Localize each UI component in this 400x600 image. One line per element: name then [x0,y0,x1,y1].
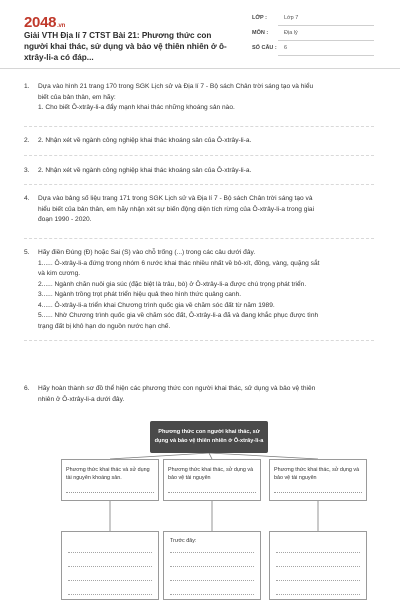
question-text: Dựa vào hình 21 trang 170 trong SGK Lịch sử và Địa lí 7 - Bộ sách Chân trời sáng tạo và hiểu [38,83,314,90]
question-number: 6. [24,385,30,392]
question-text: đoạn 1990 - 2020. [38,216,92,223]
question-text: hiểu biết của bản thân, em hãy nhận xét sự biến động diện tích rừng của Ô-xtrây-li-a trong giai [38,205,315,213]
meta-value: Lớp 7 [284,15,299,21]
question-text: 2. Nhận xét về ngành công nghiệp khai thác khoáng sản của Ô-xtrây-li-a. [38,167,252,174]
meta-underline [278,55,374,56]
answer-line[interactable] [168,492,256,493]
logo-suffix: .vn [57,23,65,29]
page-header [0,0,400,69]
answer-line[interactable] [170,566,254,567]
answer-line[interactable] [68,594,152,595]
divider [24,238,374,239]
question-text: 3...... Ngành trồng trọt phát triển hiệu quả theo hình thức quảng canh. [38,291,242,298]
meta-underline [278,25,374,26]
answer-box-right[interactable] [269,531,367,600]
meta-row-class [252,13,374,26]
meta-key: LỚP : [252,15,267,21]
answer-line[interactable] [66,492,154,493]
question-text: 5...... Nhờ Chương trình quốc gia về chăm sóc đất, Ô-xtrây-li-a đã và đang khắc phục được tình [38,312,319,319]
divider [24,126,374,127]
question-text: biết của bản thân, em hãy: [38,93,116,101]
meta-key: SỐ CÂU : [252,45,277,51]
diagram-header-box: Phương thức con người khai thác, sử dụng và bảo vệ thiên nhiên ở Ô-xtrây-li-a [150,421,268,453]
box-text: Phương thức khai thác và sử dụng tài nguyên khoáng sản. [66,467,150,481]
divider [24,155,374,156]
question-text: 4...... Ô-xtrây-li-a triển khai Chương trình quốc gia về chăm sóc đất từ năm 1989. [38,301,275,309]
answer-line[interactable] [68,552,152,553]
meta-row-subject [252,28,374,41]
answer-line[interactable] [170,594,254,595]
answer-line[interactable] [68,580,152,581]
question-text: và kim cương. [38,270,81,277]
meta-value: Địa lý [284,30,298,36]
meta-underline [278,40,374,41]
box-text: Phương thức khai thác, sử dụng và bảo vệ tài nguyên [168,467,254,481]
answer-line[interactable] [170,552,254,553]
question-2 [24,136,374,147]
question-number: 1. [24,83,30,90]
answer-label: Trước đây: [170,538,197,544]
meta-value: 6 [284,45,288,51]
question-text: nhiên ở Ô-xtrây-li-a dưới đây. [38,395,125,403]
question-number: 5. [24,249,30,256]
answer-line[interactable] [274,492,362,493]
question-1 [24,82,374,114]
question-text: Hãy hoàn thành sơ đồ thể hiện các phương thức con người khai thác, sử dụng và bảo vệ thiên [38,385,316,392]
question-5 [24,248,374,332]
answer-line[interactable] [276,552,360,553]
site-logo[interactable] [24,14,65,31]
question-4 [24,194,374,226]
document-title: Giải VTH Địa lí 7 CTST Bài 21: Phương thức con người khai thác, sử dụng và bảo vệ thiên nhiên ở ô-xtrây-li-a có đáp... [24,31,227,62]
meta-row-count [252,43,374,56]
question-3 [24,166,374,177]
diagram-box-minerals [61,459,159,501]
meta-key: MÔN : [252,30,269,36]
question-text: Dựa vào bảng số liệu trang 171 trong SGK Lịch sử và Địa lí 7 - Bộ sách Chân trời sáng tạo và [38,195,313,202]
diagram-box-resources-2 [269,459,367,501]
question-text: 2. Nhận xét về ngành công nghiệp khai thác khoáng sản của Ô-xtrây-li-a. [38,137,252,144]
divider [24,340,374,341]
question-number: 3. [24,167,30,174]
question-number: 2. [24,137,30,144]
answer-line[interactable] [170,580,254,581]
box-text: Phương thức khai thác, sử dụng và bảo vệ tài nguyên [274,467,360,481]
question-number: 4. [24,195,30,202]
answer-line[interactable] [68,566,152,567]
answer-box-left[interactable] [61,531,159,600]
answer-line[interactable] [276,566,360,567]
question-text: trạng đất bị khô hạn do nguồn nước hạn chế. [38,322,171,330]
question-text: 2...... Ngành chăn nuôi gia súc (đặc biệt là trâu, bò) ở Ô-xtrây-li-a được chú trọng phát triển. [38,280,307,288]
question-text: 1...... Ô-xtrây-li-a đứng trong nhóm 6 nước khai thác nhiều nhất về bô-xít, đồng, vàng, quặng sắt [38,259,320,267]
answer-line[interactable] [276,580,360,581]
diagram-box-resources-1 [163,459,261,501]
question-text: Hãy điền Đúng (Đ) hoặc Sai (S) vào chỗ trống (...) trong các câu dưới đây. [38,249,256,256]
question-text: 1. Cho biết Ô-xtrây-li-a đẩy mạnh khai thác những khoáng sản nào. [38,104,235,111]
divider [24,184,374,185]
answer-box-middle[interactable] [163,531,261,600]
logo-text: 2048 [24,14,57,31]
answer-line[interactable] [276,594,360,595]
question-6 [24,384,374,405]
